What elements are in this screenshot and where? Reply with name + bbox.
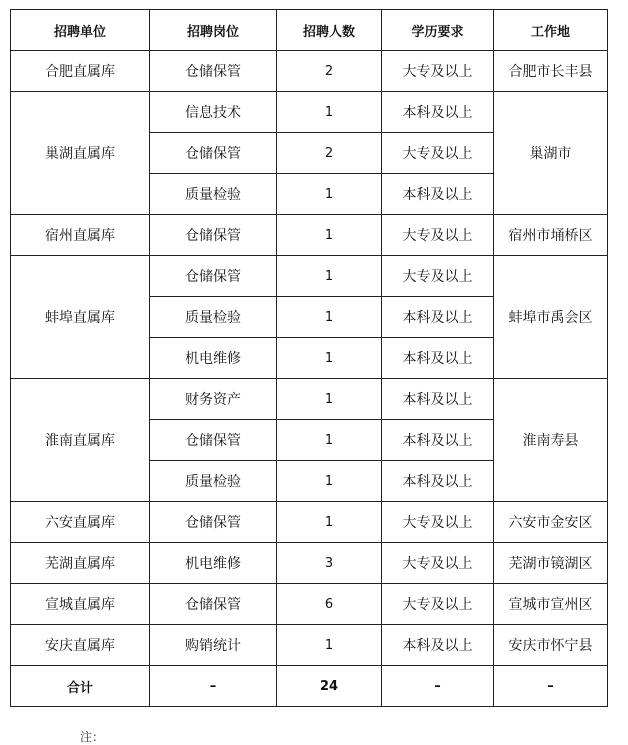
count-cell: 1 xyxy=(277,338,382,379)
table-row xyxy=(11,625,608,666)
unit-cell: 宿州直属库 xyxy=(11,215,150,256)
table-row xyxy=(11,502,608,543)
location-cell: 淮南寿县 xyxy=(494,379,608,502)
unit-cell: 合肥直属库 xyxy=(11,51,150,92)
location-cell: 宣城市宣州区 xyxy=(494,584,608,625)
header-position: 招聘岗位 xyxy=(150,10,277,51)
count-cell: 1 xyxy=(277,92,382,133)
unit-cell: 六安直属库 xyxy=(11,502,150,543)
count-cell: 6 xyxy=(277,584,382,625)
education-cell: 大专及以上 xyxy=(382,543,494,584)
count-cell: 1 xyxy=(277,297,382,338)
education-cell: 本科及以上 xyxy=(382,297,494,338)
table-header-row xyxy=(11,10,608,51)
position-cell: 信息技术 xyxy=(150,92,277,133)
position-cell: 仓储保管 xyxy=(150,420,277,461)
count-cell: 3 xyxy=(277,543,382,584)
count-cell: 1 xyxy=(277,625,382,666)
position-cell: 仓储保管 xyxy=(150,215,277,256)
unit-cell: 蚌埠直属库 xyxy=(11,256,150,379)
unit-cell: 淮南直属库 xyxy=(11,379,150,502)
education-cell: 大专及以上 xyxy=(382,584,494,625)
table-row xyxy=(11,51,608,92)
location-cell: 六安市金安区 xyxy=(494,502,608,543)
education-cell: 本科及以上 xyxy=(382,338,494,379)
location-cell: 合肥市长丰县 xyxy=(494,51,608,92)
total-position: – xyxy=(150,666,277,707)
position-cell: 质量检验 xyxy=(150,461,277,502)
total-label: 合计 xyxy=(11,666,150,707)
count-cell: 2 xyxy=(277,133,382,174)
header-education: 学历要求 xyxy=(382,10,494,51)
header-location: 工作地 xyxy=(494,10,608,51)
table-row xyxy=(11,215,608,256)
table-row xyxy=(11,379,608,420)
position-cell: 仓储保管 xyxy=(150,256,277,297)
location-cell: 安庆市怀宁县 xyxy=(494,625,608,666)
total-location: – xyxy=(494,666,608,707)
position-cell: 机电维修 xyxy=(150,338,277,379)
education-cell: 本科及以上 xyxy=(382,420,494,461)
location-cell: 巢湖市 xyxy=(494,92,608,215)
education-cell: 大专及以上 xyxy=(382,51,494,92)
position-cell: 仓储保管 xyxy=(150,502,277,543)
education-cell: 大专及以上 xyxy=(382,502,494,543)
table-row xyxy=(11,543,608,584)
position-cell: 质量检验 xyxy=(150,297,277,338)
education-cell: 大专及以上 xyxy=(382,215,494,256)
position-cell: 机电维修 xyxy=(150,543,277,584)
recruitment-table xyxy=(10,9,608,707)
table-body xyxy=(11,51,608,666)
count-cell: 2 xyxy=(277,51,382,92)
unit-cell: 巢湖直属库 xyxy=(11,92,150,215)
total-count: 24 xyxy=(277,666,382,707)
location-cell: 蚌埠市禹会区 xyxy=(494,256,608,379)
position-cell: 质量检验 xyxy=(150,174,277,215)
education-cell: 本科及以上 xyxy=(382,461,494,502)
header-count: 招聘人数 xyxy=(277,10,382,51)
count-cell: 1 xyxy=(277,502,382,543)
unit-cell: 安庆直属库 xyxy=(11,625,150,666)
table-row xyxy=(11,584,608,625)
position-cell: 财务资产 xyxy=(150,379,277,420)
education-cell: 大专及以上 xyxy=(382,256,494,297)
total-row xyxy=(11,666,608,707)
count-cell: 1 xyxy=(277,174,382,215)
education-cell: 本科及以上 xyxy=(382,174,494,215)
count-cell: 1 xyxy=(277,420,382,461)
location-cell: 宿州市埇桥区 xyxy=(494,215,608,256)
position-cell: 仓储保管 xyxy=(150,133,277,174)
count-cell: 1 xyxy=(277,461,382,502)
education-cell: 大专及以上 xyxy=(382,133,494,174)
table-row xyxy=(11,92,608,133)
location-cell: 芜湖市镜湖区 xyxy=(494,543,608,584)
education-cell: 本科及以上 xyxy=(382,379,494,420)
unit-cell: 宣城直属库 xyxy=(11,584,150,625)
header-unit: 招聘单位 xyxy=(11,10,150,51)
position-cell: 仓储保管 xyxy=(150,51,277,92)
unit-cell: 芜湖直属库 xyxy=(11,543,150,584)
education-cell: 本科及以上 xyxy=(382,625,494,666)
footer-note: 注： xyxy=(80,730,105,744)
table-row xyxy=(11,256,608,297)
education-cell: 本科及以上 xyxy=(382,92,494,133)
total-education: – xyxy=(382,666,494,707)
position-cell: 购销统计 xyxy=(150,625,277,666)
count-cell: 1 xyxy=(277,379,382,420)
count-cell: 1 xyxy=(277,256,382,297)
position-cell: 仓储保管 xyxy=(150,584,277,625)
count-cell: 1 xyxy=(277,215,382,256)
